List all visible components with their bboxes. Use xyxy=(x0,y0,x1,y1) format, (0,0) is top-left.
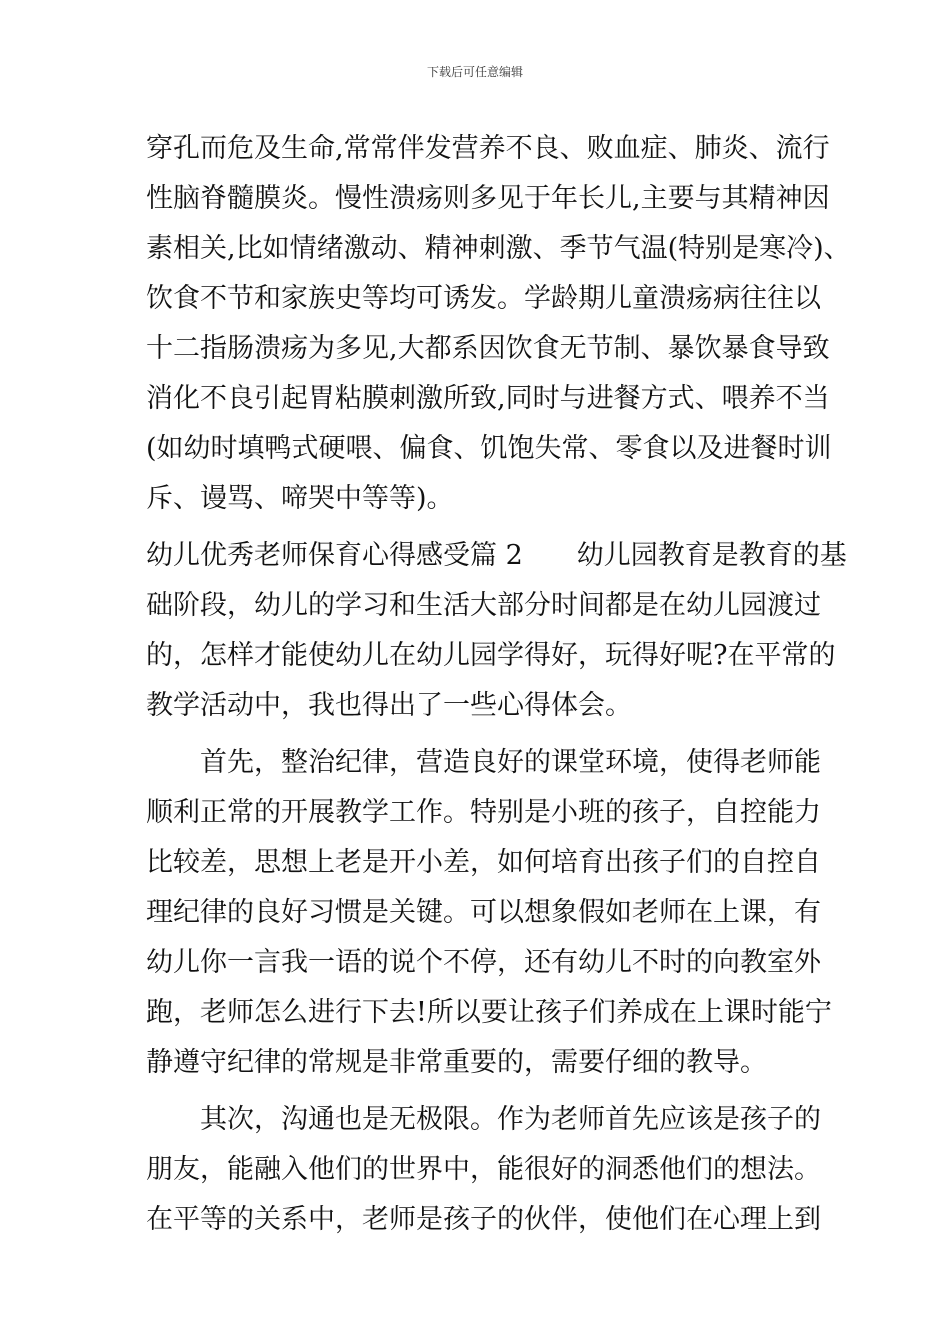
text-line: 性脑脊髓膜炎。慢性溃疡则多见于年长儿,主要与其精神因 xyxy=(146,183,830,214)
page-header: 下载后可任意编辑 xyxy=(426,65,523,79)
text-line: 比较差，思想上老是开小差，如何培育出孩子们的自控自 xyxy=(146,847,821,878)
text-line: 在平等的关系中，老师是孩子的伙伴，使他们在心理上到 xyxy=(146,1204,821,1235)
text-line: 静遵守纪律的常规是非常重要的，需要仔细的教导。 xyxy=(146,1047,767,1078)
text-line: 首先，整治纪律，营造良好的课堂环境，使得老师能 xyxy=(200,747,821,778)
text-line: 素相关,比如情绪激动、精神刺激、季节气温(特别是寒冷)、 xyxy=(146,233,851,264)
paragraph-communication xyxy=(146,1095,826,1245)
text-line: 顺利正常的开展教学工作。特别是小班的孩子，自控能力 xyxy=(146,797,821,828)
text-line: 跑，老师怎么进行下去!所以要让孩子们养成在上课时能宁 xyxy=(146,997,832,1028)
text-line: 其次，沟通也是无极限。作为老师首先应该是孩子的 xyxy=(200,1104,821,1135)
document-body xyxy=(146,124,851,1245)
text-line: 穿孔而危及生命,常常伴发营养不良、败血症、肺炎、流行 xyxy=(146,133,830,164)
text-line: 消化不良引起胃粘膜刺激所致,同时与进餐方式、喂养不当 xyxy=(146,383,830,414)
paragraph-discipline xyxy=(146,738,832,1088)
text-line: 朋友，能融入他们的世界中，能很好的洞悉他们的想法。 xyxy=(146,1154,821,1185)
paragraph-ulcer-causes xyxy=(146,124,851,524)
text-line: (如幼时填鸭式硬喂、偏食、饥饱失常、零食以及进餐时训 xyxy=(146,433,832,464)
text-line: 十二指肠溃疡为多见,大都系因饮食无节制、暴饮暴食导致 xyxy=(146,333,830,364)
text-line: 理纪律的良好习惯是关键。可以想象假如老师在上课，有 xyxy=(146,897,821,928)
paragraph-article-intro xyxy=(146,531,847,731)
text-line: 饮食不节和家族史等均可诱发。学龄期儿童溃疡病往往以 xyxy=(146,283,821,314)
text-line: 教学活动中，我也得出了一些心得体会。 xyxy=(146,690,632,721)
text-line: 幼儿你一言我一语的说个不停，还有幼儿不时的向教室外 xyxy=(146,947,821,978)
text-line: 础阶段，幼儿的学习和生活大部分时间都是在幼儿园渡过 xyxy=(146,590,821,621)
text-line: 的，怎样才能使幼儿在幼儿园学得好，玩得好呢?在平常的 xyxy=(146,640,836,671)
text-line: 幼儿优秀老师保育心得感受篇 2 幼儿园教育是教育的基 xyxy=(146,540,847,571)
text-line: 斥、谩骂、啼哭中等等)。 xyxy=(146,483,454,514)
